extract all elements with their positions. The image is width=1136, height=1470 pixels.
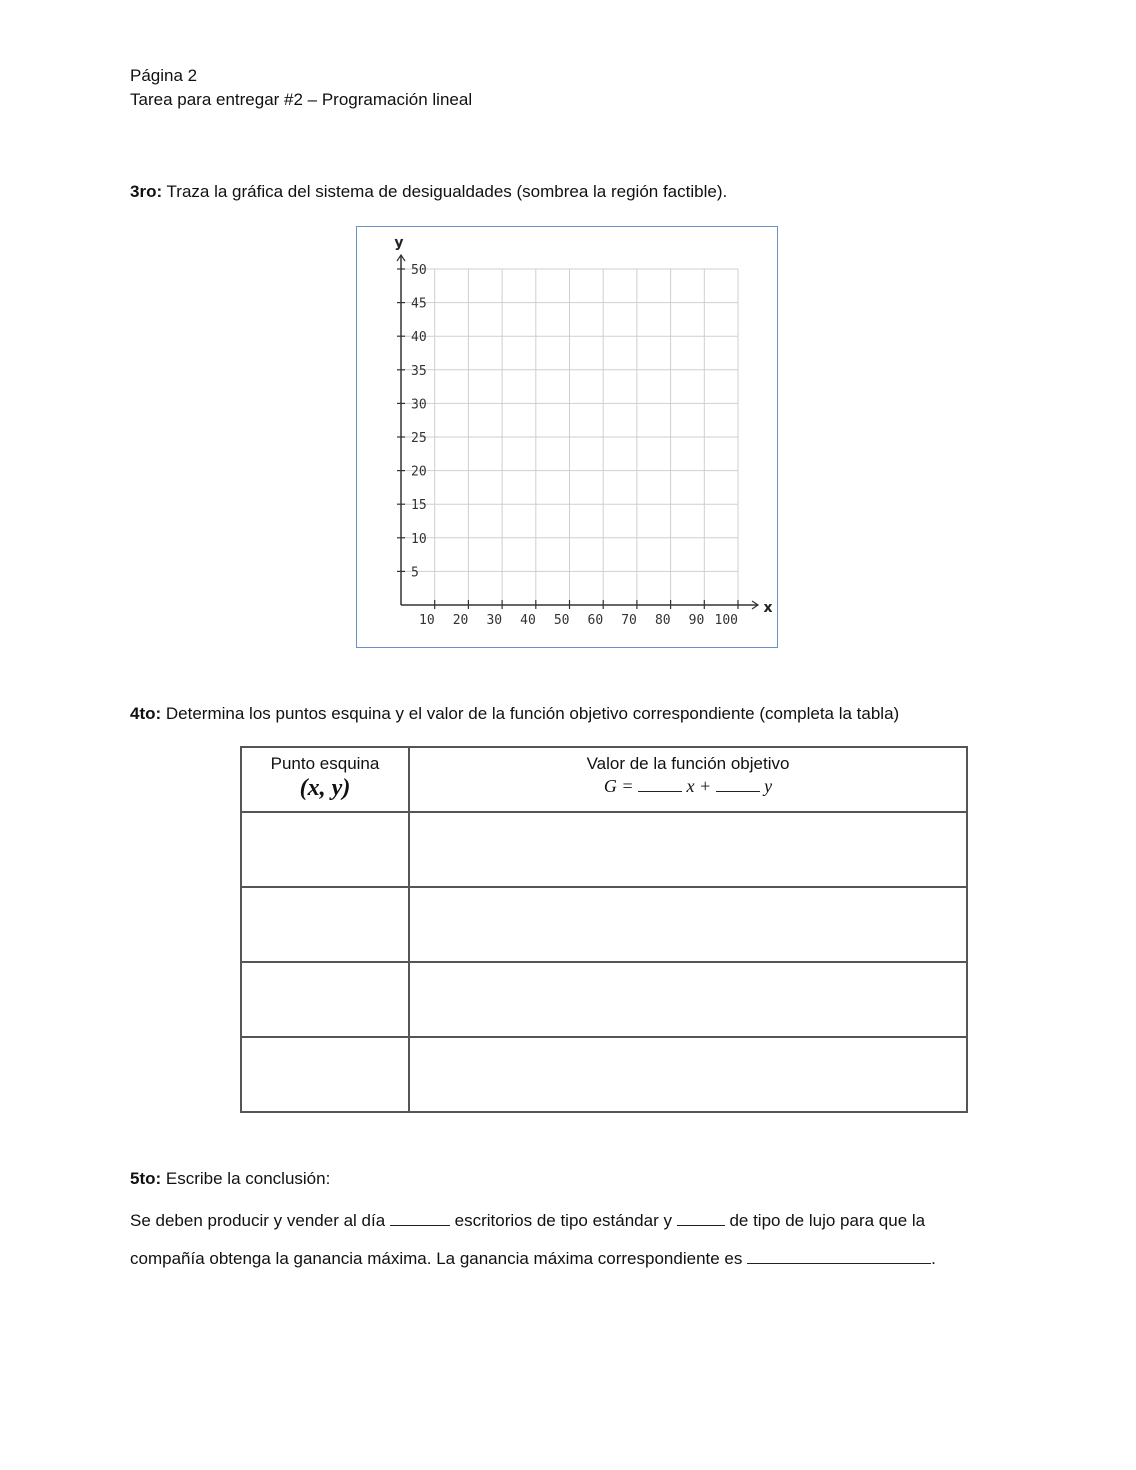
x-tick-label: 80: [654, 613, 671, 628]
y-tick-label: 40: [411, 330, 427, 346]
question-3: [130, 180, 727, 204]
standard-desks-blank[interactable]: [390, 1225, 450, 1226]
y-axis-label: y: [394, 235, 404, 251]
y-tick-label: 15: [411, 498, 427, 514]
y-tick-label: 50: [411, 263, 427, 278]
objective-value-cell[interactable]: [409, 887, 967, 962]
y-tick-label: 20: [411, 464, 427, 480]
conclusion-part-3: de tipo de lujo para que la: [729, 1211, 926, 1230]
y-tick-label: 10: [411, 531, 427, 547]
coordinate-grid[interactable]: [357, 227, 777, 647]
corner-point-cell[interactable]: [241, 1037, 409, 1112]
graph-frame: [356, 226, 778, 648]
formula-x: x +: [686, 776, 712, 796]
col2-header-label: Valor de la función objetivo: [586, 754, 790, 773]
x-tick-label: 100: [714, 613, 738, 628]
x-tick-label: 60: [587, 613, 604, 628]
x-tick-label: 10: [419, 613, 435, 628]
x-tick-label: 30: [486, 613, 503, 628]
document-title: Tarea para entregar #2 – Programación lineal: [130, 90, 473, 109]
question-5: [130, 1167, 330, 1191]
corner-point-cell[interactable]: [241, 962, 409, 1037]
page-number: Página 2: [130, 66, 198, 85]
conclusion-line-1: [130, 1202, 1030, 1240]
x-tick-label: 20: [452, 613, 469, 628]
corner-point-cell[interactable]: [241, 812, 409, 887]
table-row: [241, 887, 967, 962]
y-tick-label: 30: [411, 397, 427, 413]
x-tick-label: 40: [520, 613, 536, 628]
conclusion-part-1: Se deben producir y vender al día: [130, 1211, 386, 1230]
col1-header-math: (x, y): [299, 775, 351, 801]
question-4-label: 4to:: [130, 704, 162, 723]
col-objective-value-header: [409, 747, 967, 812]
table-row: [241, 812, 967, 887]
y-tick-label: 45: [411, 296, 427, 312]
question-5-text: Escribe la conclusión:: [161, 1169, 331, 1188]
question-3-text: Traza la gráfica del sistema de desigualdades (sombrea la región factible).: [162, 182, 728, 201]
objective-value-cell[interactable]: [409, 962, 967, 1037]
conclusion-part-2: escritorios de tipo estándar y: [454, 1211, 672, 1230]
x-tick-label: 90: [688, 613, 705, 628]
table-row: [241, 1037, 967, 1112]
question-4: [130, 702, 899, 726]
conclusion-part-5: .: [931, 1249, 936, 1268]
table-row: [241, 962, 967, 1037]
x-axis-label: x: [763, 600, 773, 616]
y-tick-label: 5: [411, 565, 419, 581]
conclusion-line-2: [130, 1240, 1030, 1278]
formula-g: G =: [603, 776, 634, 796]
objective-function-formula: [410, 775, 966, 797]
x-tick-label: 50: [553, 613, 570, 628]
col1-header-label: Punto esquina: [270, 754, 380, 773]
table-header-row: [241, 747, 967, 812]
question-4-text: Determina los puntos esquina y el valor de la función objetivo correspondiente (completa la tabla): [161, 704, 900, 723]
col-corner-point-header: [241, 747, 409, 812]
max-profit-blank[interactable]: [747, 1263, 931, 1264]
y-tick-label: 35: [411, 363, 427, 379]
conclusion-part-4: compañía obtenga la ganancia máxima. La ganancia máxima correspondiente es: [130, 1249, 743, 1268]
objective-value-cell[interactable]: [409, 812, 967, 887]
question-5-label: 5to:: [130, 1169, 162, 1188]
luxury-desks-blank[interactable]: [677, 1225, 725, 1226]
x-tick-label: 70: [621, 613, 637, 628]
formula-y: y: [764, 776, 773, 796]
corner-point-cell[interactable]: [241, 887, 409, 962]
coefficient-y-blank[interactable]: [716, 791, 760, 792]
objective-value-cell[interactable]: [409, 1037, 967, 1112]
corner-points-table: [240, 746, 968, 1113]
coefficient-x-blank[interactable]: [638, 791, 682, 792]
question-3-label: 3ro:: [130, 182, 163, 201]
y-tick-label: 25: [411, 431, 427, 446]
